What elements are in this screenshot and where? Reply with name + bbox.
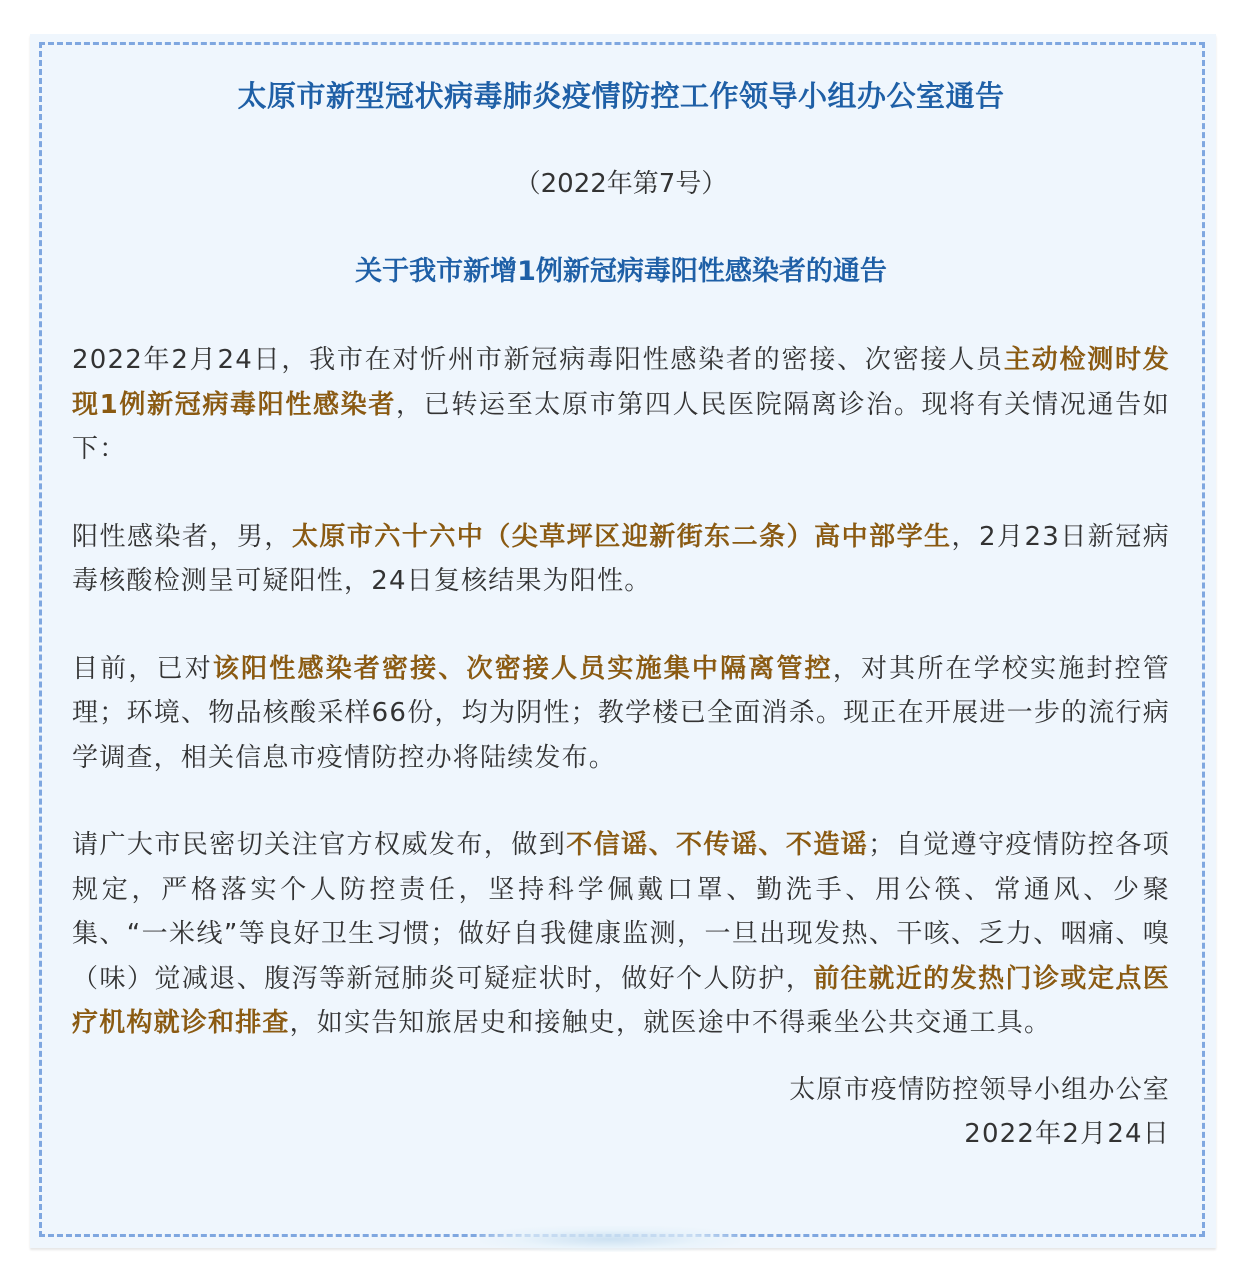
notice-subtitle: 关于我市新增1例新冠病毒阳性感染者的通告: [355, 256, 887, 287]
text-segment: 请广大市民密切关注官方权威发布，做到: [72, 830, 567, 860]
text-segment: ，对其所在学校实施封控管理；环境、物品核酸采样66份，均为阴性；教学楼已全面消杀。现正在开展进一步的流行病学调查，相关信息市疫情防控办将陆续发布。: [72, 653, 1170, 773]
highlighted-text: 主动检测时发现1例新冠病毒阳性感染者: [72, 345, 1171, 420]
paragraph-case-details: [72, 515, 1170, 604]
text-segment: ，2月23日新冠病毒核酸检测呈可疑阳性，24日复核结果为阳性。: [72, 521, 1170, 596]
notice-title: 太原市新型冠状病毒肺炎疫情防控工作领导小组办公室通告: [237, 79, 1005, 113]
notice-content: [72, 72, 1170, 1157]
text-segment: ，已转运至太原市第四人民医院隔离诊治。现将有关情况通告如下：: [72, 389, 1170, 464]
paragraph-measures: [72, 647, 1170, 781]
text-segment: 2022年2月24日，我市在对忻州市新冠病毒阳性感染者的密接、次密接人员: [72, 345, 1004, 375]
highlighted-text: 前往就近的发热门诊或定点医疗机构就诊和排查: [72, 963, 1171, 1038]
signature-date: 2022年2月24日: [964, 1119, 1170, 1149]
text-segment: 阳性感染者，男，: [72, 521, 292, 552]
highlighted-text: 不信谣、不传谣、不造谣: [566, 830, 869, 860]
watermark-smudge: [480, 1226, 740, 1252]
text-segment: 目前，已对: [72, 653, 213, 684]
document-number: （2022年第7号）: [514, 169, 728, 199]
signature-organization: 太原市疫情防控领导小组办公室: [789, 1074, 1170, 1105]
highlighted-text: 该阳性感染者密接、次密接人员实施集中隔离管控: [212, 653, 833, 684]
paragraph-public-advice: [72, 823, 1170, 1046]
highlighted-text: 太原市六十六中（尖草坪区迎新街东二条）高中部学生: [291, 521, 952, 552]
paragraph-discovery: [72, 338, 1170, 472]
text-segment: ；自觉遵守疫情防控各项规定，严格落实个人防控责任，坚持科学佩戴口罩、勤洗手、用公筷、常通风、少聚集、“一米线”等良好卫生习惯；做好自我健康监测，一旦出现发热、干咳、乏力、咽痛、嗅（味）觉减退、腹泻等新冠肺炎可疑症状时，做好个人防护，: [72, 830, 1171, 994]
text-segment: ，如实告知旅居史和接触史，就医途中不得乘坐公共交通工具。: [289, 1008, 1052, 1038]
